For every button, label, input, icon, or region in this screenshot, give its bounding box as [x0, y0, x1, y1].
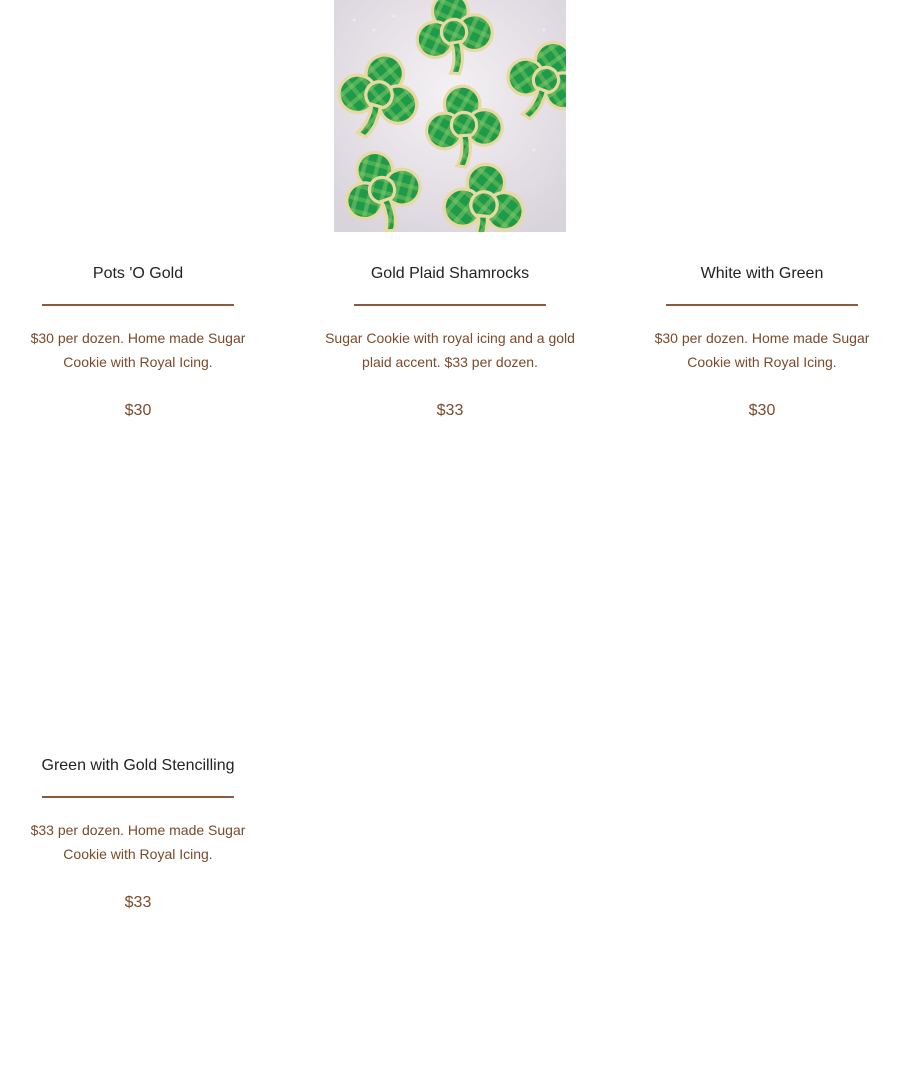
title-divider [354, 304, 546, 306]
title-divider [42, 796, 234, 798]
product-price: $30 [124, 402, 152, 419]
product-price: $33 [436, 402, 464, 419]
product-description: $33 per dozen. Home made Sugar Cookie with Royal Icing. [30, 822, 246, 862]
title-divider [666, 304, 858, 306]
product-title[interactable]: Pots 'O Gold [92, 265, 184, 282]
product-description: $30 per dozen. Home made Sugar Cookie with Royal Icing. [654, 330, 870, 370]
product-price: $33 [124, 894, 152, 911]
product-image-blank[interactable] [646, 0, 878, 232]
product-price: $30 [748, 402, 776, 419]
product-image-blank[interactable] [22, 492, 254, 724]
product-image-blank[interactable] [22, 0, 254, 232]
product-image[interactable] [334, 0, 566, 232]
product-description: $30 per dozen. Home made Sugar Cookie with Royal Icing. [30, 330, 246, 370]
product-title[interactable]: Gold Plaid Shamrocks [370, 265, 530, 282]
product-description: Sugar Cookie with royal icing and a gold plaid accent. $33 per dozen. [325, 330, 575, 370]
title-divider [42, 304, 234, 306]
product-title[interactable]: Green with Gold Stencilling [41, 757, 235, 774]
product-title[interactable]: White with Green [700, 265, 824, 282]
